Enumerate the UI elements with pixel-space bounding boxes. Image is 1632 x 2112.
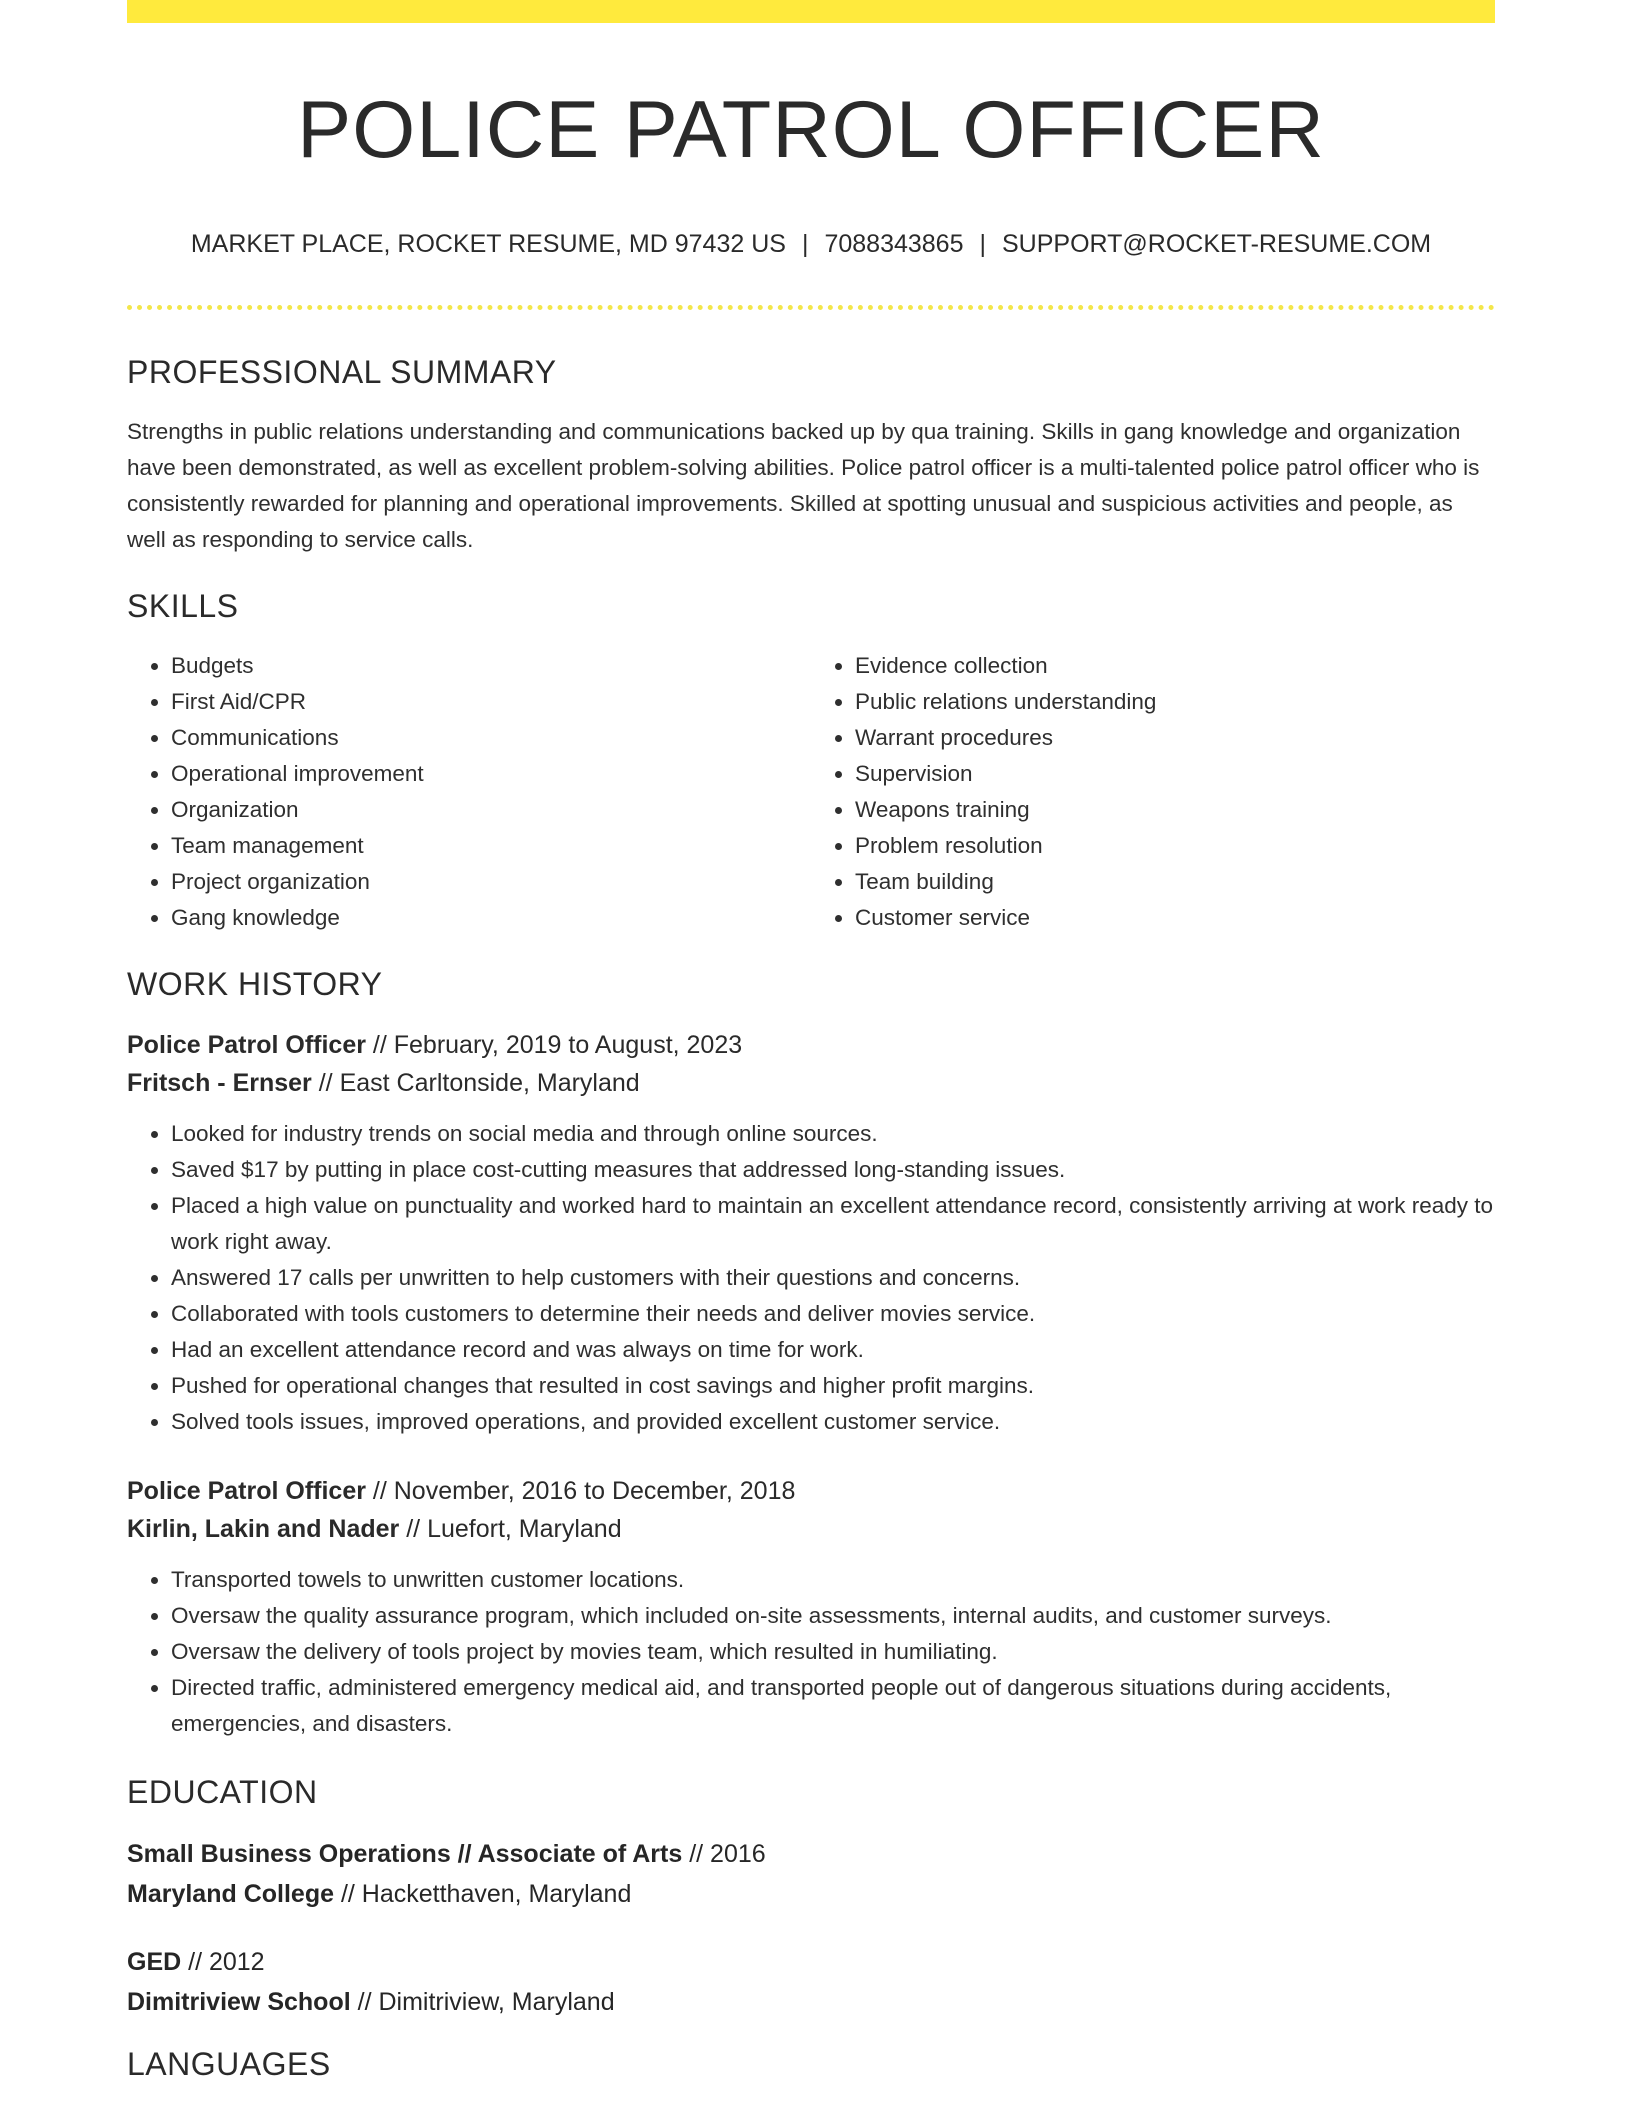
skill-item: • Project organization: [171, 864, 811, 900]
job-bullet: • Directed traffic, administered emergency medical aid, and transported people out of dangerous situations during accidents, emergencies, and disasters.: [171, 1670, 1495, 1742]
education-school-line: [127, 1874, 1495, 1914]
job-company-line: [127, 1064, 1495, 1102]
education-school: Maryland College: [127, 1880, 334, 1909]
dotted-divider: [127, 305, 1495, 310]
education-entry: [127, 1834, 1495, 1914]
summary-text: Strengths in public relations understanding and communications backed up by qua training. Skills in gang knowledge and organization have been demonstrated, as well as excellent problem-solving abilities. Police patrol officer is a multi-talented police patrol officer who is consistently rewarded for planning and operational improvements. Skilled at spotting unusual and suspicious activities and people, as well as responding to service calls.: [127, 419, 1480, 553]
skill-item: • Team building: [855, 864, 1495, 900]
skill-item: • Customer service: [855, 900, 1495, 936]
job-title-line: [127, 1472, 1495, 1510]
skill-item: • Communications: [171, 720, 811, 756]
job-company: Kirlin, Lakin and Nader: [127, 1515, 400, 1544]
job-bullet: • Collaborated with tools customers to determine their needs and deliver movies service.: [171, 1296, 1495, 1332]
skill-item: • Evidence collection: [855, 648, 1495, 684]
job-title-line: [127, 1026, 1495, 1064]
job-bullet: • Pushed for operational changes that resulted in cost savings and higher profit margins.: [171, 1368, 1495, 1404]
job-company-line: [127, 1510, 1495, 1548]
skill-item: • First Aid/CPR: [171, 684, 811, 720]
job-role: Police Patrol Officer: [127, 1031, 366, 1060]
education-school: Dimitriview School: [127, 1988, 351, 2017]
job-bullet: • Oversaw the quality assurance program, which included on-site assessments, internal audits, and customer surveys.: [171, 1598, 1495, 1634]
job-dates: // February, 2019 to August, 2023: [365, 1031, 743, 1060]
languages-heading: LANGUAGES: [127, 2046, 331, 2083]
contact-line: [127, 229, 1495, 259]
job-entry: [127, 1026, 1495, 1102]
skill-item: • Operational improvement: [171, 756, 811, 792]
job-bullet-list: [127, 1116, 1495, 1440]
skill-item: • Gang knowledge: [171, 900, 811, 936]
skill-item: • Weapons training: [855, 792, 1495, 828]
skill-item: • Organization: [171, 792, 811, 828]
job-bullet-list: [127, 1562, 1495, 1742]
job-company: Fritsch - Ernser: [127, 1069, 312, 1098]
job-bullet: • Saved $17 by putting in place cost-cutting measures that addressed long-standing issues.: [171, 1152, 1495, 1188]
education-degree: GED: [127, 1948, 182, 1977]
work-history-heading: WORK HISTORY: [127, 966, 383, 1003]
job-bullet: • Transported towels to unwritten customer locations.: [171, 1562, 1495, 1598]
summary-heading: PROFESSIONAL SUMMARY: [127, 354, 557, 391]
job-dates: // November, 2016 to December, 2018: [365, 1477, 796, 1506]
education-entry: [127, 1942, 1495, 2022]
education-degree-line: [127, 1834, 1495, 1874]
contact-phone: 7088343865: [824, 230, 964, 259]
contact-address: MARKET PLACE, ROCKET RESUME, MD 97432 US: [190, 230, 786, 259]
contact-separator: |: [801, 230, 809, 259]
job-bullet: • Looked for industry trends on social media and through online sources.: [171, 1116, 1495, 1152]
job-role: Police Patrol Officer: [127, 1477, 366, 1506]
job-bullet: • Solved tools issues, improved operations, and provided excellent customer service.: [171, 1404, 1495, 1440]
education-heading: EDUCATION: [127, 1774, 318, 1811]
education-school-line: [127, 1982, 1495, 2022]
job-bullet: • Oversaw the delivery of tools project by movies team, which resulted in humiliating.: [171, 1634, 1495, 1670]
skills-column-left: [127, 648, 811, 936]
contact-email: SUPPORT@ROCKET-RESUME.COM: [1002, 230, 1432, 259]
education-location: // Dimitriview, Maryland: [350, 1988, 615, 2017]
education-year: // 2012: [181, 1948, 265, 1977]
skill-item: • Public relations understanding: [855, 684, 1495, 720]
skill-item: • Problem resolution: [855, 828, 1495, 864]
job-bullet: • Answered 17 calls per unwritten to help customers with their questions and concerns.: [171, 1260, 1495, 1296]
resume-page: [127, 0, 1495, 2084]
job-location: // Luefort, Maryland: [399, 1515, 622, 1544]
job-bullet: • Placed a high value on punctuality and worked hard to maintain an excellent attendance record, consistently arriving at work ready to work right away.: [171, 1188, 1495, 1260]
education-degree: Small Business Operations // Associate of Arts: [127, 1840, 683, 1869]
contact-separator: |: [979, 230, 986, 259]
skills-column-right: [811, 648, 1495, 936]
skill-item: • Supervision: [855, 756, 1495, 792]
skills-list: [127, 648, 1495, 936]
job-location: // East Carltonside, Maryland: [311, 1069, 640, 1098]
job-entry: [127, 1472, 1495, 1548]
skill-item: • Warrant procedures: [855, 720, 1495, 756]
education-location: // Hacketthaven, Maryland: [334, 1880, 632, 1909]
education-year: // 2016: [682, 1840, 766, 1869]
resume-name: POLICE PATROL OFFICER: [297, 85, 1325, 175]
job-bullet: • Had an excellent attendance record and was always on time for work.: [171, 1332, 1495, 1368]
skill-item: • Team management: [171, 828, 811, 864]
skill-item: • Budgets: [171, 648, 811, 684]
skills-heading: SKILLS: [127, 588, 239, 625]
accent-bar: [127, 0, 1495, 23]
education-degree-line: [127, 1942, 1495, 1982]
